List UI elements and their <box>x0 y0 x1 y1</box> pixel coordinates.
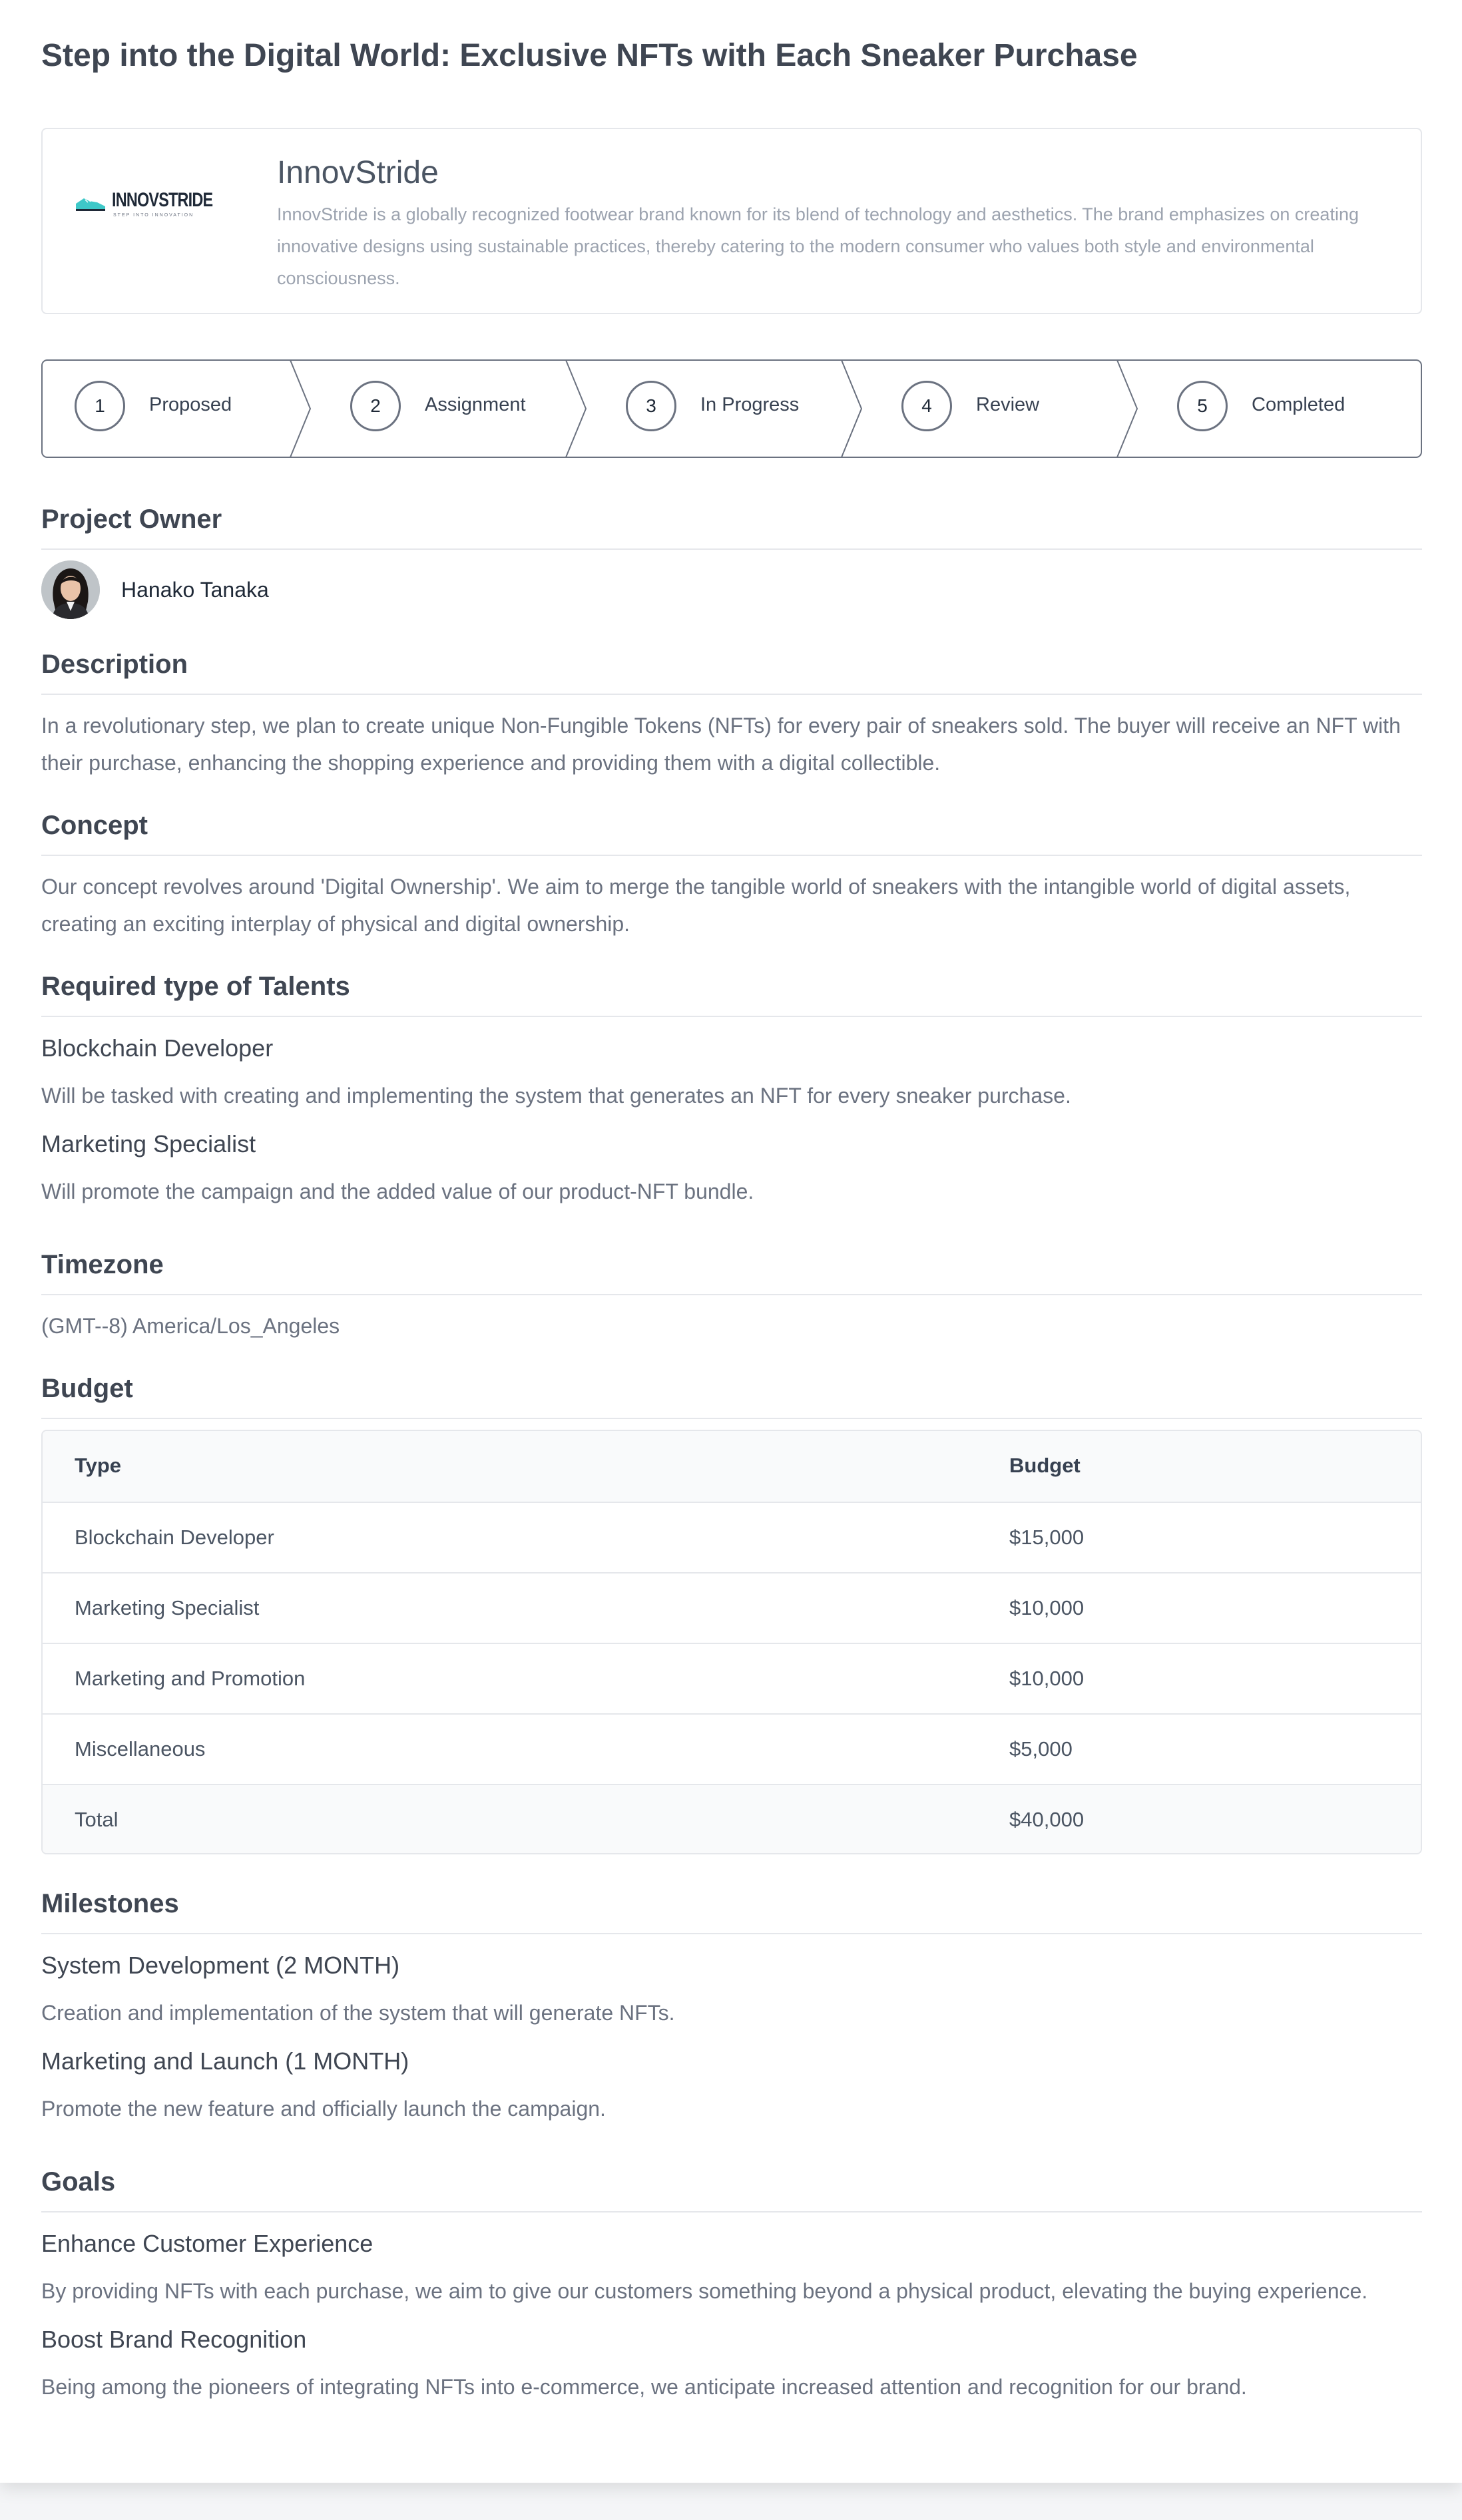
progress-steps <box>41 359 1422 458</box>
sneaker-icon <box>75 192 107 212</box>
talent-title: Blockchain Developer <box>41 1034 274 1062</box>
concept-heading: Concept <box>41 811 148 840</box>
brand-logo-tagline: STEP INTO INNOVATION <box>113 213 194 218</box>
table-row <box>43 1572 1421 1643</box>
step-label: Assignment <box>425 394 526 415</box>
step-label: In Progress <box>700 394 800 415</box>
talents-heading: Required type of Talents <box>41 972 350 1001</box>
timezone-value: (GMT--8) America/Los_Angeles <box>41 1314 340 1338</box>
milestone-title: Marketing and Launch (1 MONTH) <box>41 2047 409 2075</box>
budget-table <box>41 1430 1422 1854</box>
step-review[interactable] <box>868 359 1121 458</box>
row-type: Marketing Specialist <box>75 1596 260 1619</box>
divider <box>41 1294 1422 1295</box>
row-amount: $15,000 <box>1009 1526 1085 1549</box>
step-number: 1 <box>75 381 125 431</box>
milestone-text: Promote the new feature and officially launch the campaign. <box>41 2097 606 2121</box>
goals-heading: Goals <box>41 2167 116 2197</box>
talent-text: Will promote the campaign and the added value of our product-NFT bundle. <box>41 1179 754 1203</box>
divider <box>41 1016 1422 1017</box>
row-amount: $10,000 <box>1009 1596 1085 1619</box>
table-row <box>43 1713 1421 1784</box>
row-type: Miscellaneous <box>75 1737 206 1761</box>
step-completed[interactable] <box>1144 359 1410 458</box>
goal-title: Boost Brand Recognition <box>41 2326 307 2353</box>
step-in-progress[interactable] <box>593 359 846 458</box>
avatar-portrait-icon <box>41 560 100 619</box>
table-row <box>43 1643 1421 1713</box>
talent-title: Marketing Specialist <box>41 1130 256 1157</box>
column-header-budget: Budget <box>1009 1454 1081 1477</box>
total-label: Total <box>75 1808 119 1831</box>
row-type: Marketing and Promotion <box>75 1667 306 1690</box>
row-amount: $10,000 <box>1009 1667 1085 1690</box>
divider <box>41 548 1422 550</box>
milestone-text: Creation and implementation of the system that will generate NFTs. <box>41 2001 675 2025</box>
milestones-heading: Milestones <box>41 1889 179 1918</box>
divider <box>41 694 1422 695</box>
milestone-title: System Development (2 MONTH) <box>41 1952 400 1979</box>
table-total-row <box>43 1784 1421 1854</box>
goal-text: By providing NFTs with each purchase, we aim to give our customers something beyond a physical product, elevating the buying experience. <box>41 2279 1368 2303</box>
avatar[interactable] <box>41 560 100 619</box>
description-text: In a revolutionary step, we plan to create unique Non-Fungible Tokens (NFTs) for every pair of sneakers sold. The buyer will receive an NFT with their purchase, enhancing the shopping experience and providing them with a digital collectible. <box>41 714 1401 775</box>
step-label: Proposed <box>149 394 232 415</box>
brand-description: InnovStride is a globally recognized footwear brand known for its blend of technology and aesthetics. The brand emphasizes on creating innovative designs using sustainable practices, thereby catering to the modern consumer who values both style and environmental consciousness. <box>277 204 1359 288</box>
divider <box>41 1418 1422 1419</box>
table-header-row <box>43 1431 1421 1502</box>
step-assignment[interactable] <box>317 359 570 458</box>
total-amount: $40,000 <box>1009 1808 1085 1831</box>
goal-text: Being among the pioneers of integrating NFTs into e-commerce, we anticipate increased attention and recognition for our brand. <box>41 2375 1247 2399</box>
budget-heading: Budget <box>41 1374 133 1403</box>
description-heading: Description <box>41 650 188 679</box>
table-row <box>43 1502 1421 1572</box>
brand-logo-word: INNOVSTRIDE <box>112 189 213 211</box>
step-proposed[interactable] <box>41 359 294 458</box>
step-number: 2 <box>350 381 401 431</box>
goal-title: Enhance Customer Experience <box>41 2230 373 2257</box>
brand-card <box>41 128 1422 314</box>
owner-name[interactable]: Hanako Tanaka <box>121 578 269 602</box>
divider <box>41 855 1422 856</box>
row-amount: $5,000 <box>1009 1737 1073 1761</box>
step-number: 5 <box>1177 381 1228 431</box>
timezone-heading: Timezone <box>41 1250 164 1279</box>
owner-heading: Project Owner <box>41 505 222 534</box>
concept-text: Our concept revolves around 'Digital Ownership'. We aim to merge the tangible world of sneakers with the intangible world of digital assets, creating an exciting interplay of physical and digital ownership. <box>41 875 1351 936</box>
step-label: Completed <box>1252 394 1345 415</box>
row-type: Blockchain Developer <box>75 1526 274 1549</box>
step-number: 4 <box>901 381 952 431</box>
talent-text: Will be tasked with creating and implementing the system that generates an NFT for every sneaker purchase. <box>41 1084 1071 1108</box>
step-label: Review <box>976 394 1040 415</box>
step-number: 3 <box>626 381 676 431</box>
brand-name: InnovStride <box>277 155 439 190</box>
page-title: Step into the Digital World: Exclusive NFTs with Each Sneaker Purchase <box>41 38 1138 73</box>
divider <box>41 2211 1422 2212</box>
brand-logo <box>75 188 213 228</box>
column-header-type: Type <box>75 1454 122 1477</box>
divider <box>41 1933 1422 1934</box>
